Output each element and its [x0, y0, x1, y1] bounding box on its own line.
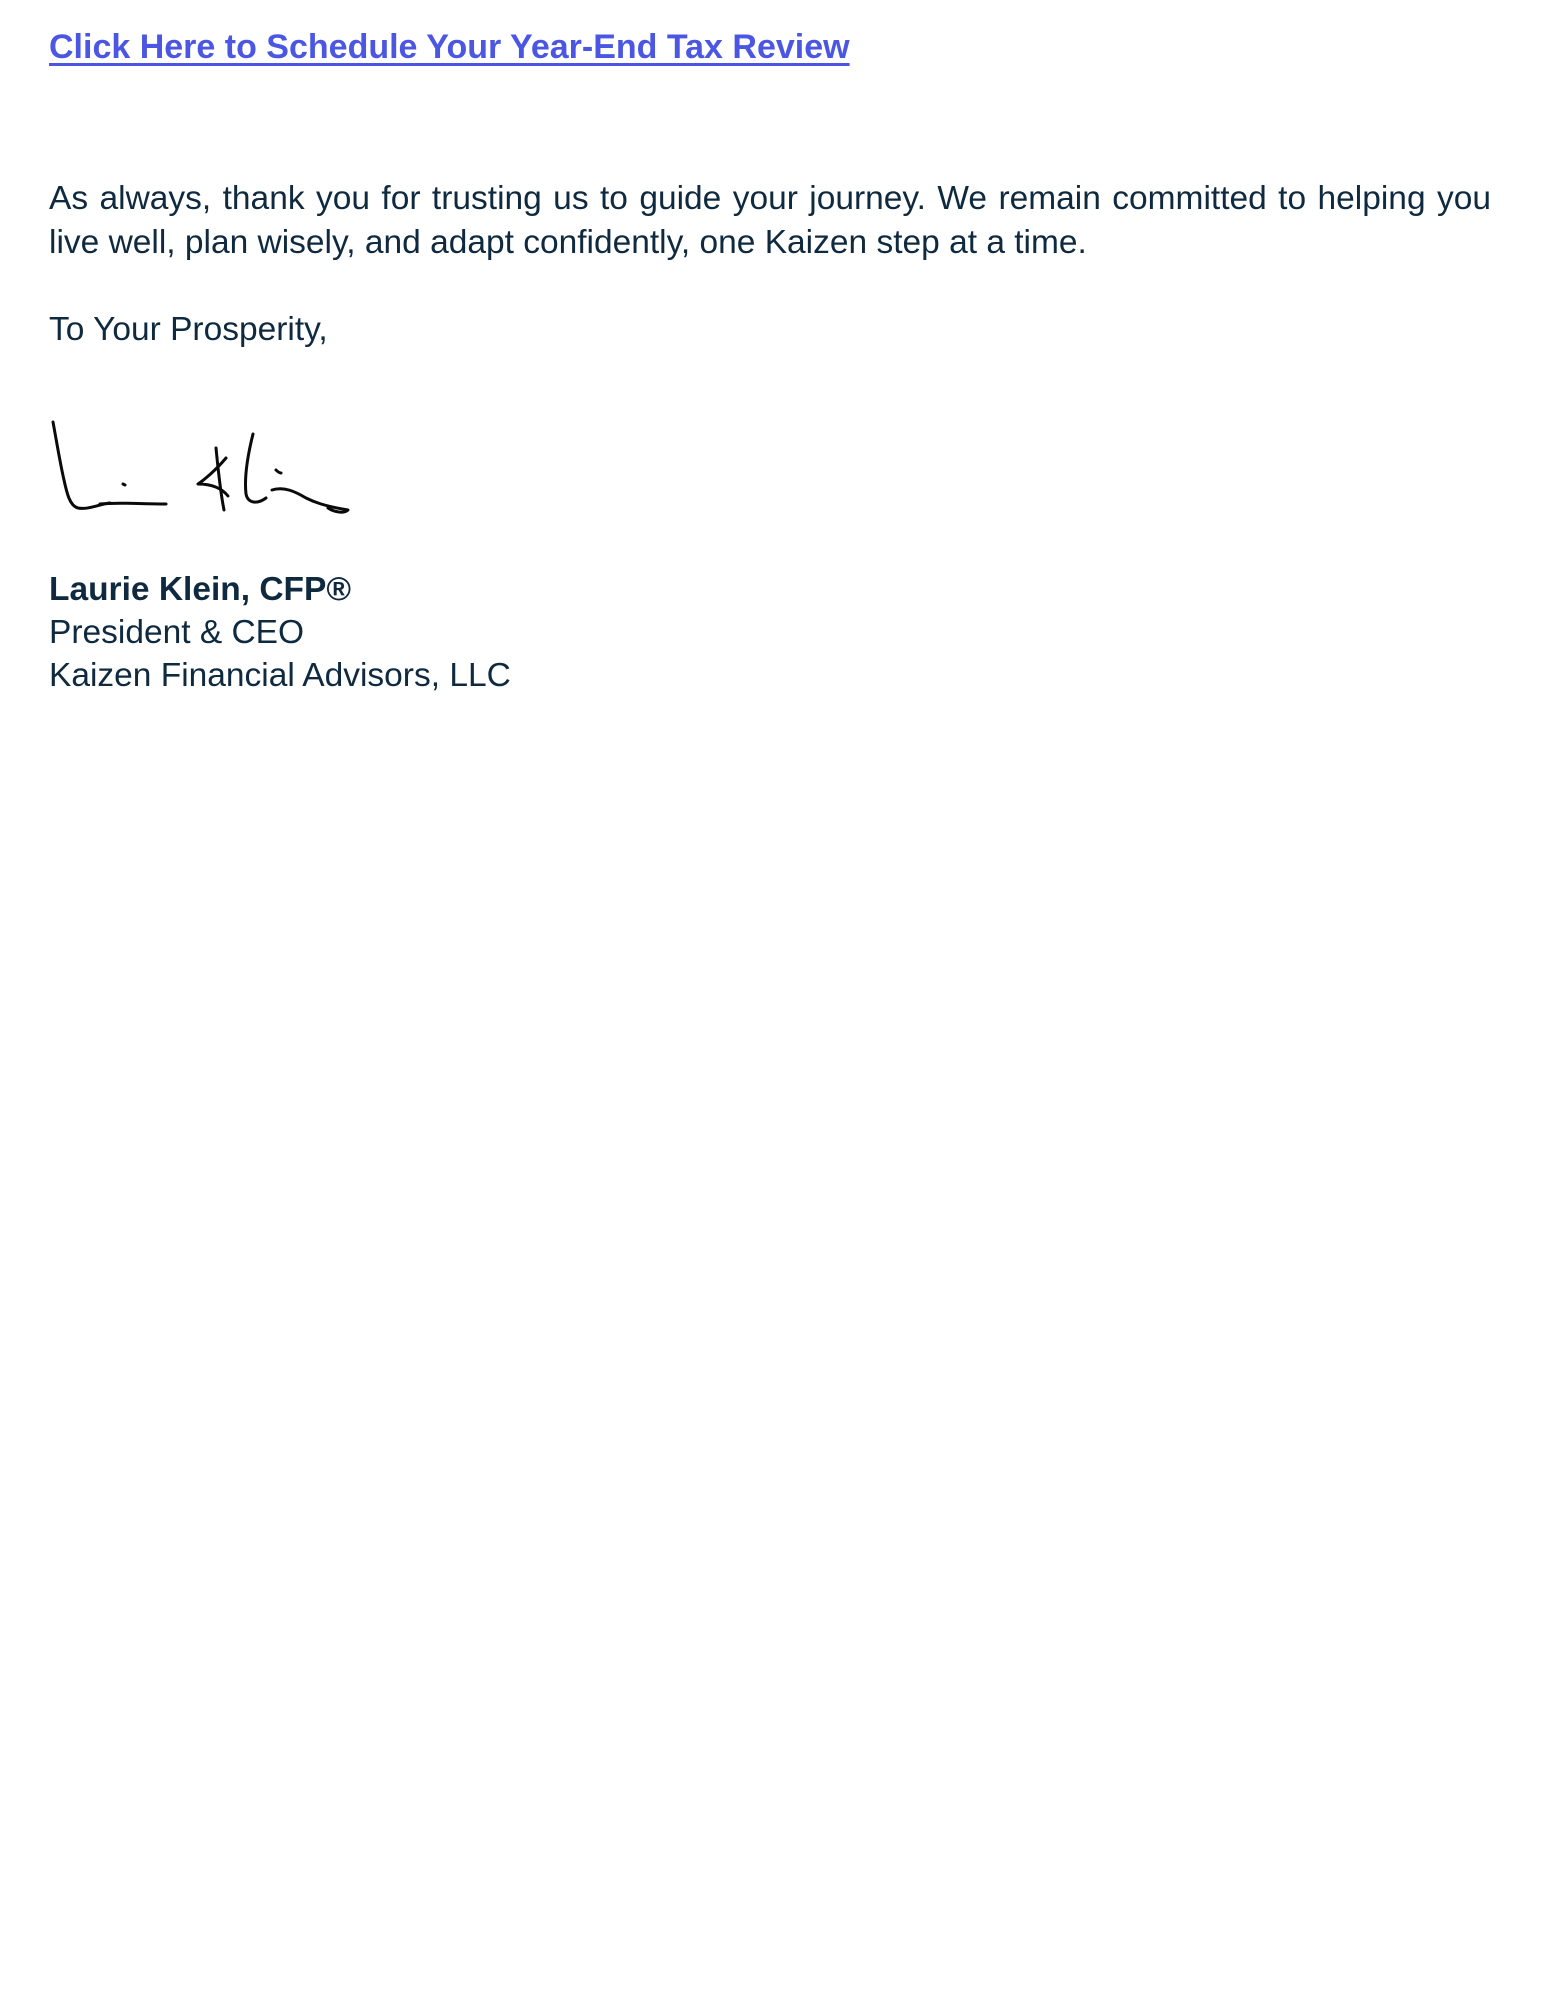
signer-title: President & CEO [49, 614, 305, 651]
closing-paragraph: As always, thank you for trusting us to guide your journey. We remain committed to helping you live well, plan wisely, and adapt confidently, one Kaizen step at a time. [49, 180, 1491, 261]
handwritten-signature [48, 418, 358, 524]
signature-block [49, 568, 511, 697]
company-name: Kaizen Financial Advisors, LLC [49, 657, 511, 694]
salutation: To Your Prosperity, [49, 311, 328, 348]
signer-name: Laurie Klein, CFP® [49, 571, 352, 608]
schedule-tax-review-link[interactable]: Click Here to Schedule Your Year-End Tax Review [49, 28, 850, 66]
